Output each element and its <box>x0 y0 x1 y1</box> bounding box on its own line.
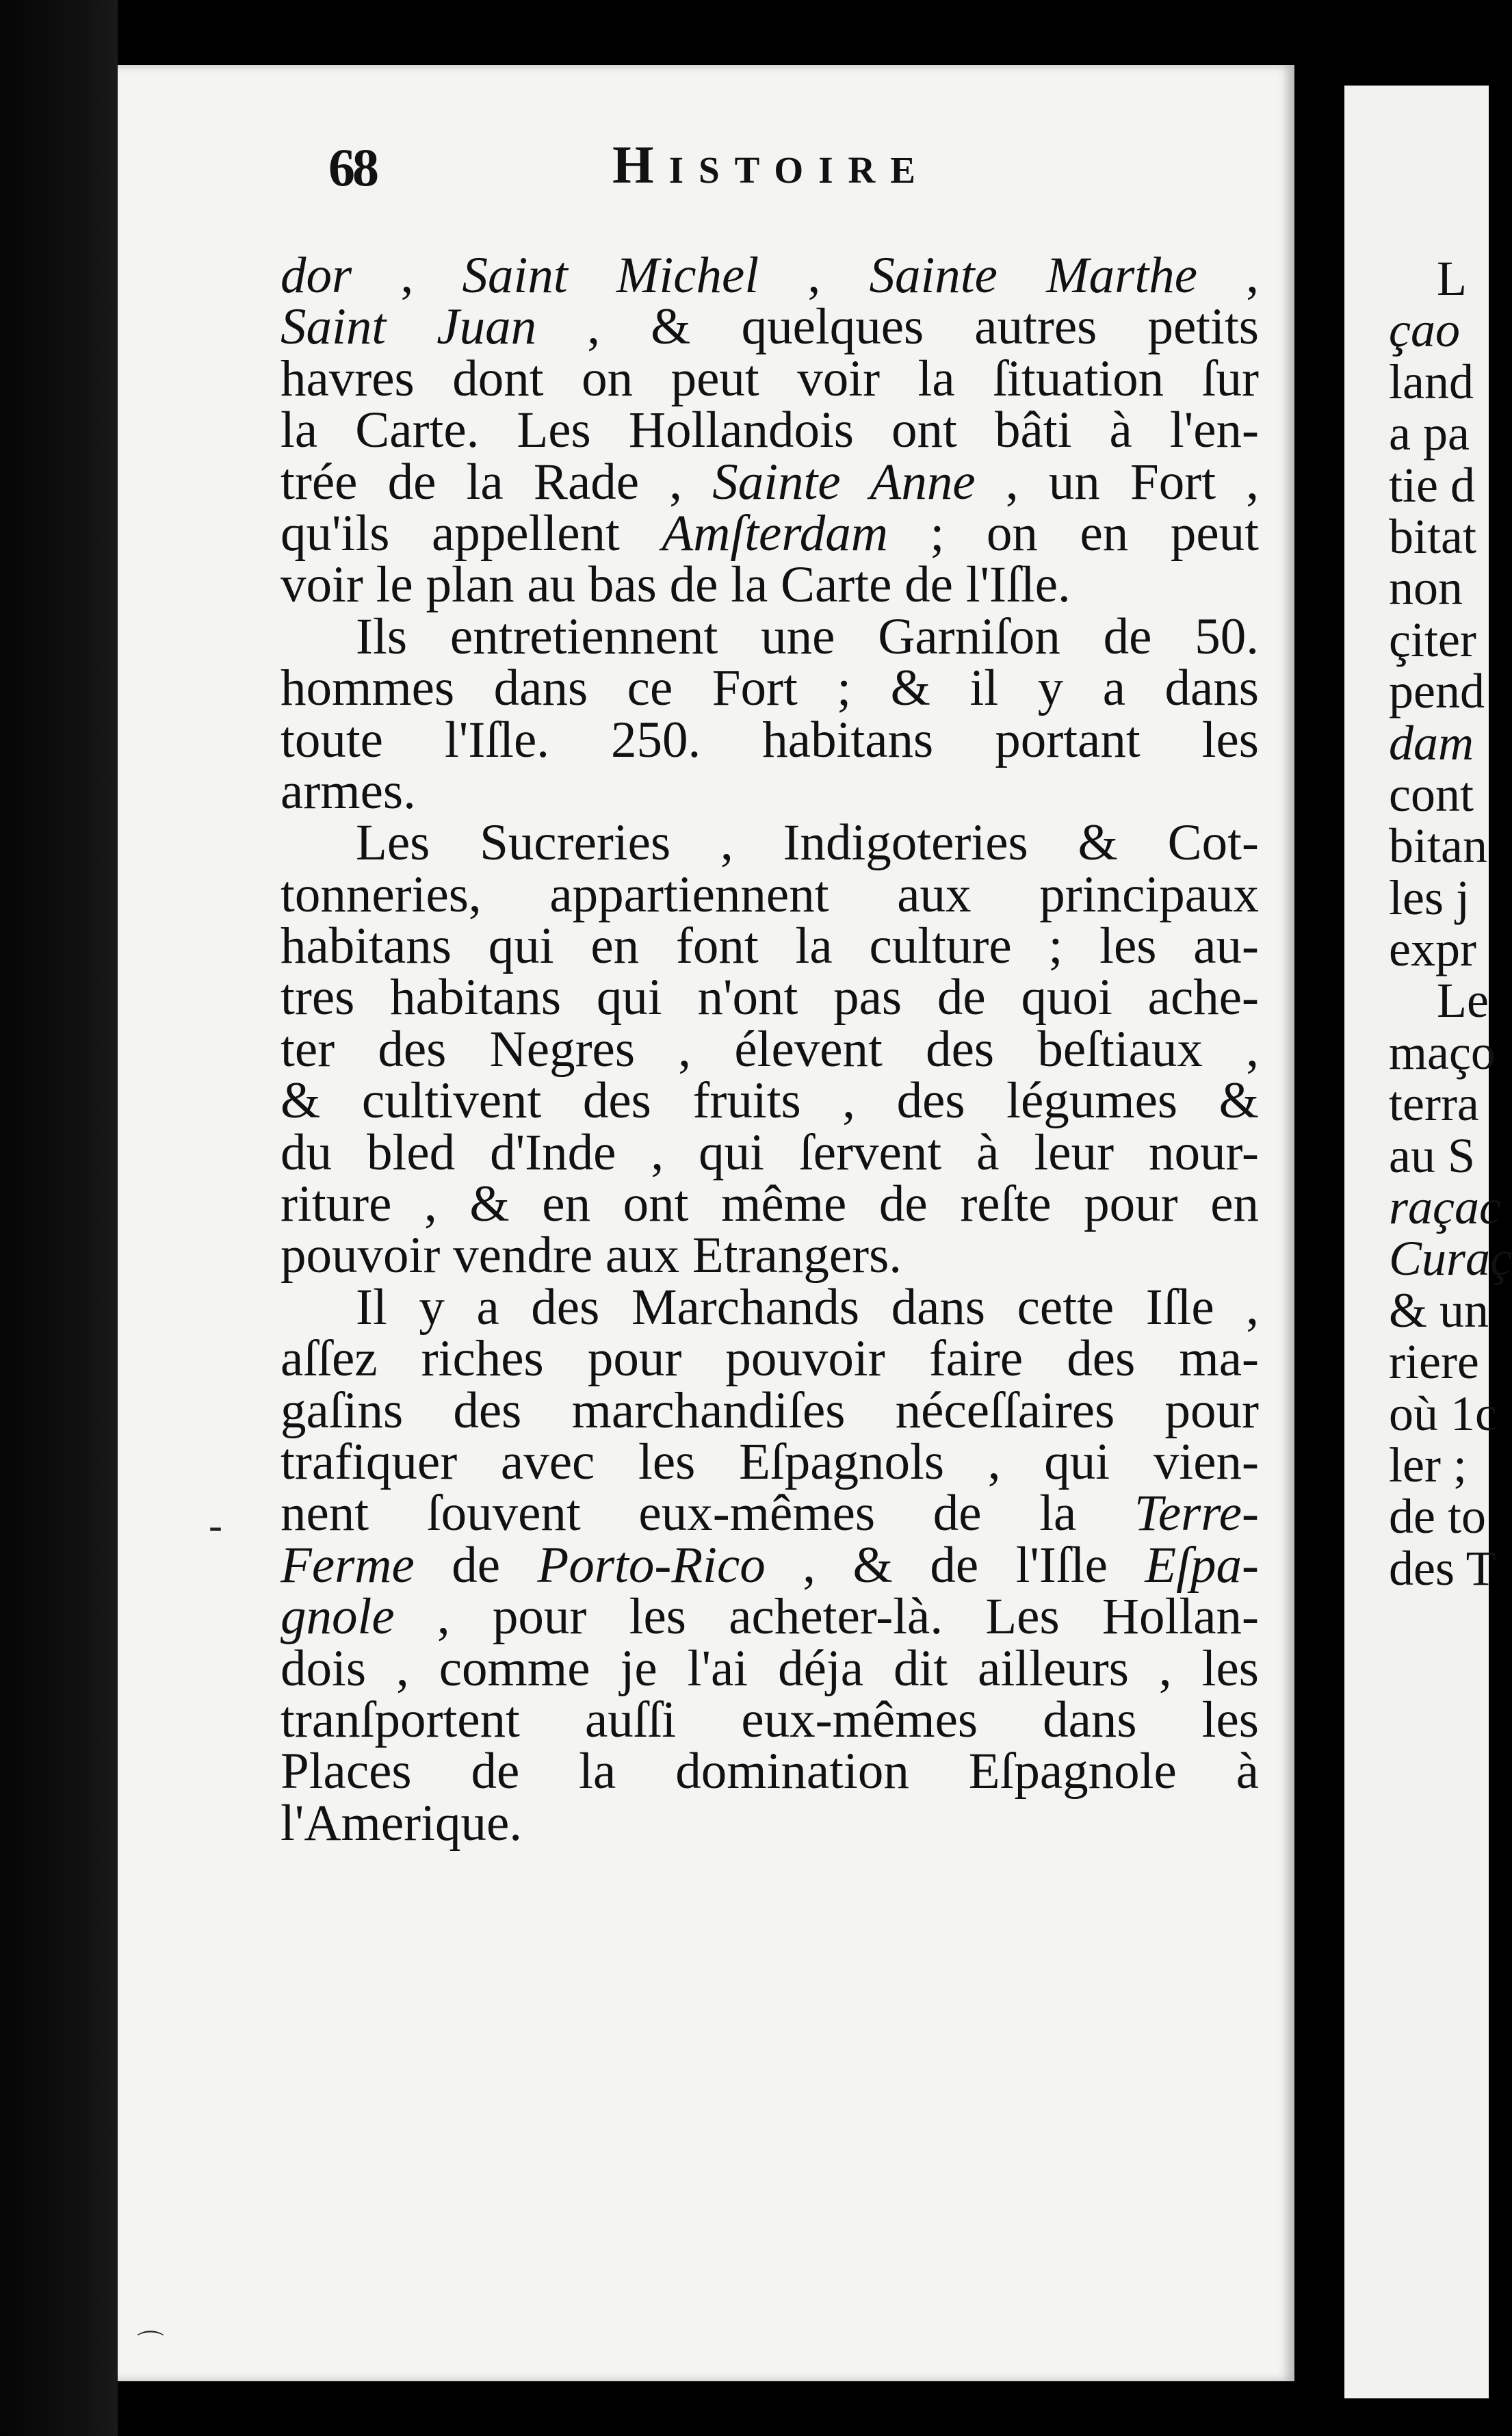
text-segment: toute l'Iſle. 250. habitans portant les <box>281 711 1259 768</box>
text-segment: , & de l'Iſle <box>765 1536 1145 1594</box>
facing-page-line: riere <box>1389 1334 1479 1390</box>
page-title: Histoire <box>612 135 930 194</box>
italic-segment: Ferme <box>281 1536 415 1594</box>
text-line <box>281 1433 1259 1490</box>
text-line <box>281 814 1259 872</box>
facing-page-line: maço <box>1389 1024 1496 1080</box>
italic-segment: Porto-Rico <box>537 1536 766 1594</box>
italic-segment: Terre- <box>1134 1485 1259 1542</box>
text-segment: nent ſouvent eux-mêmes de la <box>281 1485 1135 1542</box>
facing-page-line: terra <box>1389 1076 1479 1132</box>
facing-page-line: des T <box>1389 1540 1496 1596</box>
facing-page-line: tie d <box>1389 457 1475 513</box>
text-segment: voir le plan au bas de la Carte de l'Iſle. <box>281 556 1071 614</box>
facing-page-line: & un <box>1389 1282 1489 1338</box>
text-segment: tranſportent auſſi eux-mêmes dans les <box>281 1691 1259 1748</box>
facing-page-line: land <box>1389 354 1474 409</box>
text-line <box>281 1794 1259 1852</box>
text-segment: de <box>414 1536 538 1594</box>
text-segment: , un Fort , <box>975 453 1259 510</box>
text-line <box>281 711 1259 768</box>
text-segment: l'Amerique. <box>281 1794 522 1852</box>
facing-page-line: les j <box>1389 870 1470 925</box>
page-number: 68 <box>328 138 376 197</box>
text-segment: ter des Negres , élevent des beſtiaux , <box>281 1020 1259 1078</box>
facing-page-line: cont <box>1389 766 1474 822</box>
text-line <box>281 1227 1259 1284</box>
text-segment: , & quelques autres petits <box>536 298 1259 356</box>
text-segment: pouvoir vendre aux Etrangers. <box>281 1227 902 1284</box>
text-line <box>281 1640 1259 1697</box>
italic-segment: Saint Juan <box>281 298 537 356</box>
facing-page-text <box>1389 253 1512 1594</box>
text-segment: , <box>759 247 870 304</box>
text-line <box>281 1743 1259 1800</box>
facing-page-line: Le <box>1437 973 1489 1028</box>
body-text <box>281 247 1260 1852</box>
text-line <box>281 1072 1259 1130</box>
text-line <box>281 969 1259 1026</box>
text-segment: tres habitans qui n'ont pas de quoi ache- <box>281 969 1259 1026</box>
facing-page-line: expr <box>1389 922 1476 977</box>
text-line <box>281 298 1259 356</box>
text-segment: , pour les acheter-là. Les Hollan- <box>394 1588 1259 1646</box>
text-line <box>281 1330 1259 1388</box>
facing-page-line: ler ; <box>1389 1437 1467 1492</box>
text-segment: Les Sucreries , Indigoteries & Cot- <box>356 814 1259 872</box>
text-segment: dois , comme je l'ai déja dit ailleurs , les <box>281 1640 1259 1697</box>
italic-segment: Eſpa- <box>1145 1536 1259 1594</box>
text-segment: , <box>1197 247 1260 304</box>
italic-segment: dor <box>281 247 352 304</box>
text-line <box>281 350 1259 407</box>
facing-page-line: bitan <box>1389 818 1487 874</box>
text-line <box>281 762 1259 820</box>
text-line <box>281 866 1259 923</box>
text-segment: armes. <box>281 762 416 820</box>
facing-page-line: a pa <box>1389 406 1470 461</box>
text-line <box>281 402 1259 459</box>
text-line <box>281 556 1259 614</box>
text-line <box>281 660 1259 717</box>
facing-page-line: de to <box>1389 1489 1486 1544</box>
facing-page-line: bitat <box>1389 508 1476 564</box>
text-segment: , <box>352 247 462 304</box>
text-line <box>281 1588 1259 1646</box>
text-segment: qu'ils appellent <box>281 504 662 562</box>
text-line <box>281 1020 1259 1078</box>
italic-segment: Saint Michel <box>462 247 759 304</box>
italic-segment: Amſterdam <box>662 504 888 562</box>
text-line <box>281 918 1259 975</box>
book-gutter <box>1294 0 1349 2436</box>
text-segment: tonneries, appartiennent aux principaux <box>281 866 1259 923</box>
running-head <box>328 137 1149 233</box>
text-segment: Ils entretiennent une Garniſon de 50. <box>356 608 1259 665</box>
text-segment: riture , & en ont même de reſte pour en <box>281 1176 1259 1233</box>
text-line <box>281 1691 1259 1748</box>
text-line <box>281 1485 1259 1542</box>
text-segment: trafiquer avec les Eſpagnols , qui vien- <box>281 1433 1259 1490</box>
facing-page-line: pend <box>1389 664 1485 719</box>
facing-page-line: non <box>1389 560 1463 616</box>
text-segment: gaſins des marchandiſes néceſſaires pour <box>281 1382 1259 1439</box>
text-line <box>281 608 1259 665</box>
text-segment: habitans qui en font la culture ; les au- <box>281 918 1259 975</box>
facing-page-line: L <box>1437 251 1467 306</box>
italic-segment: gnole <box>281 1588 395 1646</box>
facing-page-line: au S <box>1389 1128 1475 1183</box>
facing-page-line: çao <box>1389 302 1460 358</box>
text-line <box>281 1382 1259 1439</box>
text-segment: & cultivent des fruits , des légumes & <box>281 1072 1259 1130</box>
text-line <box>281 1124 1259 1181</box>
scan-edge-left <box>0 0 118 2436</box>
text-segment: du bled d'Inde , qui ſervent à leur nour- <box>281 1124 1259 1181</box>
text-segment: Places de la domination Eſpagnole à <box>281 1743 1259 1800</box>
italic-segment: Sainte Anne <box>712 453 976 510</box>
facing-page-line: raçac <box>1389 1180 1501 1235</box>
facing-page-line: Curaç <box>1389 1231 1512 1286</box>
text-line <box>281 504 1259 562</box>
text-segment: aſſez riches pour pouvoir faire des ma- <box>281 1330 1259 1388</box>
margin-dash-mark: - <box>209 1503 222 1548</box>
text-line <box>281 1176 1259 1233</box>
text-segment: havres dont on peut voir la ſituation ſur <box>281 350 1259 407</box>
facing-page-line: dam <box>1389 715 1474 770</box>
italic-segment: Sainte Marthe <box>869 247 1197 304</box>
facing-page-line: çiter <box>1389 612 1476 667</box>
text-line <box>281 1278 1259 1336</box>
text-segment: hommes dans ce Fort ; & il y a dans <box>281 660 1259 717</box>
text-line <box>281 247 1260 304</box>
facing-page-line: où 1c <box>1389 1386 1497 1441</box>
text-segment: ; on en peut <box>887 504 1259 562</box>
text-segment: la Carte. Les Hollandois ont bâti à l'en- <box>281 402 1259 459</box>
text-segment: trée de la Rade , <box>281 453 713 510</box>
text-line <box>281 1536 1259 1594</box>
text-segment: Il y a des Marchands dans cette Iſle , <box>356 1278 1259 1336</box>
text-line <box>281 453 1259 510</box>
corner-mark: ⌒ <box>137 2329 164 2360</box>
